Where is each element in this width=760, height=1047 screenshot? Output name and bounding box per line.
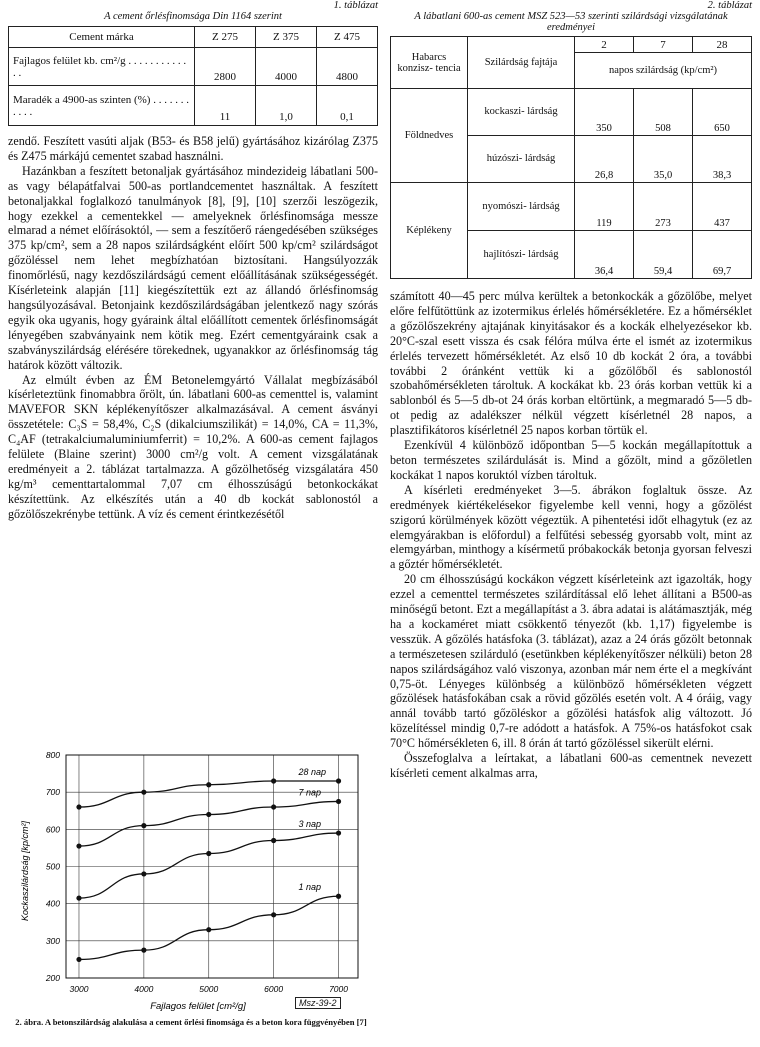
table2-day: 28	[693, 37, 752, 53]
table2-cell: 26,8	[575, 136, 634, 183]
table2-number: 2. táblázat	[707, 0, 752, 11]
paragraph: A kísérleti eredményeket 3—5. ábrákon foglaltuk össze. Az eredmények kiértékelésekor figyelembe kell venni, hogy a gőzölést szigorú körülmények között végeztük. A pihentetési időt elhagytuk (ez az elemgyárakban is előfordul) a felfűtési sebesség gyorsabb volt, mint az elemgyárban, minthogy a kísérmetű próbakockák betonja gyorsan felveszi a gőztér hőmérsékletét.	[390, 482, 752, 572]
table2-consistency: Földnedves	[391, 89, 468, 183]
table2-consistency: Képlékeny	[391, 183, 468, 279]
y-tick-label: 300	[45, 935, 60, 946]
table2-header-kind: Szilárdság fajtája	[468, 37, 575, 89]
table1-header: Z 375	[256, 27, 317, 48]
table2-caption	[390, 0, 752, 33]
table2-cell: 437	[693, 183, 752, 231]
right-body-text	[390, 289, 752, 781]
table2-day: 7	[634, 37, 693, 53]
data-point	[336, 799, 341, 804]
y-tick-label: 800	[45, 750, 60, 760]
series-label: 3 nap	[298, 819, 322, 830]
x-tick-label: 4000	[134, 984, 154, 994]
table1-header: Z 275	[195, 27, 256, 48]
data-point	[76, 895, 81, 900]
strength-chart	[8, 743, 378, 1015]
table2-cell: 350	[575, 89, 634, 136]
table1-row-label: Maradék a 4900-as szinten (%) . . . . . . . . . . .	[9, 86, 195, 126]
figure-2	[8, 743, 378, 1043]
x-tick-label: 3000	[69, 984, 89, 994]
table2-kind: nyomószi- lárdság	[468, 183, 575, 231]
plot-area	[45, 750, 358, 994]
x-tick-label: 5000	[199, 984, 219, 994]
table2-header-consistency: Habarcs konzisz- tencia	[391, 37, 468, 89]
table1-cell: 1,0	[256, 86, 317, 126]
table1-cell: 4800	[317, 48, 378, 86]
table2-cell: 35,0	[634, 136, 693, 183]
data-point	[336, 778, 341, 783]
data-point	[141, 871, 146, 876]
data-point	[76, 843, 81, 848]
series-label: 1 nap	[298, 882, 322, 893]
data-point	[206, 782, 211, 787]
table2-cell: 650	[693, 89, 752, 136]
data-point	[271, 912, 276, 917]
table2-cell: 36,4	[575, 231, 634, 279]
table1-row-label: Fajlagos felület kb. cm²/g . . . . . . . . . . . . .	[9, 48, 195, 86]
table-row	[9, 86, 378, 126]
table1-cell: 11	[195, 86, 256, 126]
table1-cell: 0,1	[317, 86, 378, 126]
paragraph: 20 cm élhosszúságú kockákon végzett kísérleteink azt igazolták, hogy ezzel a cementtel természetes szilárdítással elő lehet állítani a B500-as minőségű betont. Ezt a megállapítást a 3. ábra adatai is alátámasztják, még ha a kockaméret miatt csökkentő tényezőt (kb. 1,17) figyelembe is vesszük. A gőzölés hatásfoka (3. táblázat), azaz a 24 órás gőzölt betonnak a természetesen szilárduló (esetünkben képlékenyítőszer nélküli) beton 28 napos szilárdságához való viszonya, azonban már nem érte el a megkívánt 0,75-öt. Lényeges különbség a különböző hőmérsékleten végzett gőzölések hatásfokában csak a rövid gőzölés esetén volt. A 4 óráig, vagy annál tovább tartó gőzöléskor a gőzölési hatásfok alig változott. Jó közelítéssel mindig 0,7-re adódott a hatásfok. A 75%-os hatásfokot csak 70°C hőmérsékleten 6, ill. 8 órán át tartó gőzöléssel sikerült elérni.	[390, 572, 752, 751]
data-point	[271, 778, 276, 783]
table2-kind: húzószi- lárdság	[468, 136, 575, 183]
data-point	[336, 894, 341, 899]
data-point	[76, 804, 81, 809]
figure-stamp: Msz-39-2	[295, 997, 341, 1009]
left-body-text	[8, 134, 378, 522]
table1-caption	[8, 0, 378, 22]
table2-cell: 508	[634, 89, 693, 136]
table2-cell: 59,4	[634, 231, 693, 279]
paragraph: zendő. Feszített vasúti aljak (B53- és B58 jelű) gyártásához kizárólag Z375 és Z475 márkájú cementet szabad használni.	[8, 134, 378, 163]
table1-header: Z 475	[317, 27, 378, 48]
table1-number: 1. táblázat	[333, 0, 378, 11]
figure-caption: 2. ábra. A betonszilárdság alakulása a cement őrlési finomsága és a beton kora függvényében [7]	[15, 1017, 367, 1027]
y-tick-label: 700	[45, 787, 60, 798]
data-point	[206, 927, 211, 932]
table2-cell: 273	[634, 183, 693, 231]
data-point	[271, 804, 276, 809]
paragraph: Hazánkban a feszített betonaljak gyártásához mindezideig lábatlani 500-as vagy bélapátfalvai 500-as portlandcementet használtak. A feszített betonaljakkal foglalkozó tanulmányok [8], [9], [10] szerzői leszögezik, hogy ezekkel a cementekkel — amelyeknek őrlésfinomsága messze elmarad a német előírásoktól, — sem a feszítőerő ráengedésében szükséges 375 kp/cm², sem a 28 napos szilárdságként előírt 500 kp/cm² szilárdságot gőzöléssel nem lehet megbízhatóan biztosítani. Hangsúlyozzák finomőrlésű, nagy kezdőszilárdságú cement előállításának szükségességét. Kísérleteink alapján [11] kiegészítettük ezt az állandó őrlésfinomság hangsúlyozásával. Betonjaink kezdőszilárdságában jelentkező nagy szórás egyik oka ugyanis, hogy gyáraink által előállított cementek őrlésfinomságát lényegében szabványaink nem kötik meg. Ezért cementgyáraink csak a szabványszilárdság elérésére törekednek, ugyanakkor az őrlésfinomság tág határok között változik.	[8, 163, 378, 372]
series-label: 7 nap	[298, 787, 322, 798]
paragraph: Az elmúlt évben az ÉM Betonelemgyártó Vállalat megbízásából kísérleteztünk finomabbra őrölt, ún. lábatlani 600-as cementtel is, valamint MAVEFOR SKN képlékenyítőszer alkalmazásával. A cement ásványi összetétele: C₃S = 58,4%, C₂S (dikalciumszilikát) = 14,0%, CA = 11,3%, C₄AF (tetrakalciumaluminiumferrit) = 10,2%. A 600-as cement fajlagos felülete (Blaine szerint) 3000 cm²/g volt. A cement vizsgálatának eredményeit a 2. táblázat tartalmazza. A gőzölhetőség vizsgálatára 450 kg/m³ cementtartalommal 7,07 cm élhosszúságú betonkockákat készítettünk. Az elkészítés után a 40 db kockát sablonostól a gőzölőszekrénybe tettünk. A víz és cement érintkezésétől	[8, 372, 378, 521]
table2-cell: 69,7	[693, 231, 752, 279]
table-row	[391, 89, 752, 136]
x-tick-label: 7000	[329, 984, 348, 994]
x-tick-label: 6000	[264, 984, 284, 994]
table2-title: A lábatlani 600-as cement MSZ 523—53 szerinti szilárdsági vizsgálatának eredményei	[414, 11, 728, 33]
data-point	[141, 790, 146, 795]
table1	[8, 26, 378, 126]
table2-cell: 119	[575, 183, 634, 231]
series-label: 28 nap	[298, 767, 327, 778]
table1-cell: 4000	[256, 48, 317, 86]
table2-cell: 38,3	[693, 136, 752, 183]
x-axis-label: Fajlagos felület [cm²/g]	[150, 1001, 246, 1012]
data-point	[271, 838, 276, 843]
right-column	[390, 0, 752, 781]
table1-header: Cement márka	[9, 27, 195, 48]
data-point	[141, 948, 146, 953]
left-column	[8, 0, 378, 522]
data-point	[206, 851, 211, 856]
y-tick-label: 500	[45, 861, 60, 872]
data-point	[141, 823, 146, 828]
table1-title: A cement őrlésfinomsága Din 1164 szerint	[104, 11, 282, 22]
y-tick-label: 600	[45, 824, 60, 835]
y-axis-label: Kockaszilárdság [kp/cm²]	[20, 820, 30, 922]
table2-day: 2	[575, 37, 634, 53]
table-row	[391, 183, 752, 231]
y-tick-label: 200	[45, 973, 60, 983]
data-point	[336, 830, 341, 835]
table2-unit: napos szilárdság (kp/cm²)	[575, 53, 752, 89]
table2	[390, 36, 752, 279]
data-point	[206, 812, 211, 817]
y-tick-label: 400	[45, 898, 60, 909]
paragraph: számított 40—45 perc múlva kerültek a betonkockák a gőzölőbe, melyet előre felfűtöttünk az izotermikus érlelés hőmérsékletére. Ez a hőmérséklet a gőzölőszekrény ajtajának kinyitásakor és a kockák elhelyezésekor kb. 20°C-szal esett vissza és csak félóra múlva érte el ismét az izotermikus érlelés tervezett hőmérsékletét. Az első 10 db kockát 2 óra, a további további 2 óránként vettük ki a gőzölőből és sablonostól szobahőmérsékleten tároltuk. A kockákat kb. 23 órás korban vettük ki a sablonból és 5—5 db-ot 24 órás korban eltörtünk, a megmaradó 5—5 db-ot pedig az adalékszer nélkül végzett kísérletnél 28 napos, a plasztifikátoros kísérletnél 25 napos korban törtük el.	[390, 289, 752, 438]
table1-cell: 2800	[195, 48, 256, 86]
table2-kind: hajlítószi- lárdság	[468, 231, 575, 279]
table2-kind: kockaszi- lárdság	[468, 89, 575, 136]
table-row	[9, 48, 378, 86]
data-point	[76, 957, 81, 962]
paragraph: Ezenkívül 4 különböző időpontban 5—5 kockán megállapítottuk a beton természetes szilárdulását is. Mind a gőzölt, mind a gőzöletlen kockákat 1 napos koruktól vízben tároltuk.	[390, 438, 752, 482]
paragraph: Összefoglalva a leírtakat, a lábatlani 600-as cementnek nevezett kísérleti cement alkalmas arra,	[390, 751, 752, 780]
